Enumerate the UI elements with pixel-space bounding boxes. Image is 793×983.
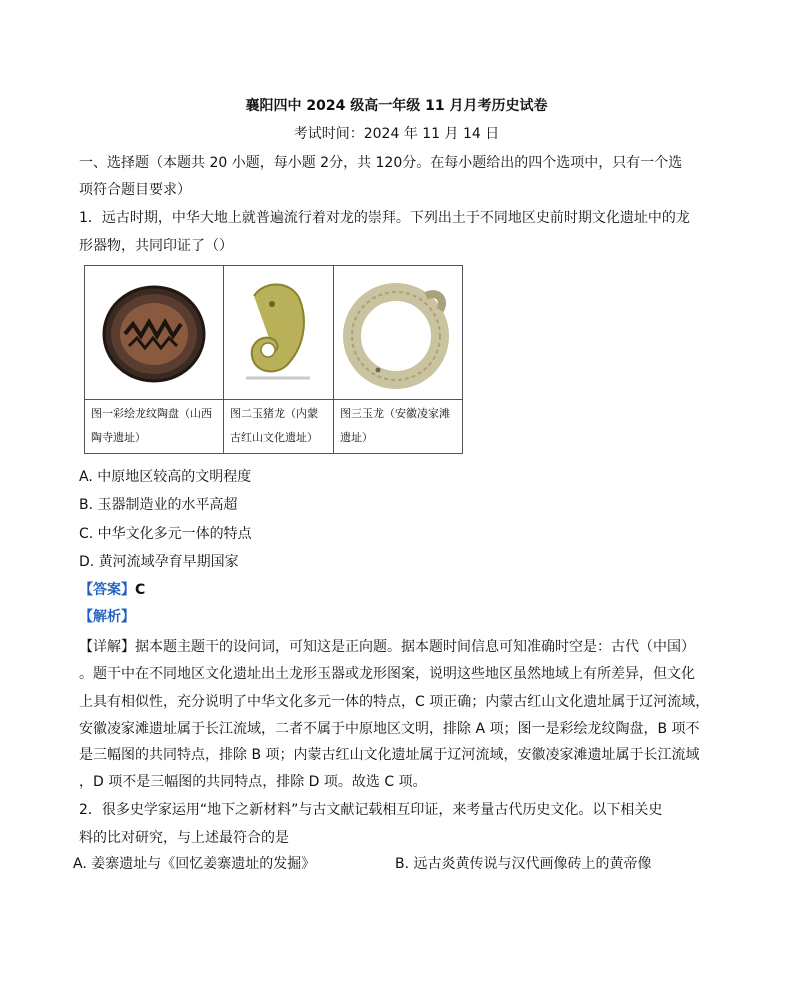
figure-1-image — [85, 266, 224, 400]
q2-option-a: A. 姜寨遗址与《回忆姜寨遗址的发掘》 — [73, 856, 316, 872]
jade-pig-dragon-image — [224, 266, 333, 399]
q1-stem-line1: 1．远古时期，中华大地上就普遍流行着对龙的崇拜。下列出土于不同地区史前时期文化遗址中的龙 — [79, 210, 690, 226]
figure-2-image — [224, 266, 334, 400]
q2-stem-line1: 2．很多史学家运用“地下之新材料”与古文献记载相互印证，来考量古代历史文化。以下相关史 — [79, 802, 663, 818]
q1-answer — [79, 580, 145, 600]
q2-stem-line2: 料的比对研究，与上述最符合的是 — [79, 830, 289, 846]
section-heading-line2: 项符合题目要求） — [79, 182, 191, 198]
q1-option-d: D. 黄河流域孕育早期国家 — [79, 554, 239, 570]
q1-detail-line3: 上具有相似性，充分说明了中华文化多元一体的特点，C 项正确；内蒙古红山文化遗址属于辽河流域， — [79, 694, 710, 710]
q1-detail-line2: 。题干中在不同地区文化遗址出土龙形玉器或龙形图案，说明这些地区虽然地域上有所差异，但文化 — [79, 666, 695, 682]
jade-dragon-image — [334, 266, 462, 399]
q1-option-a: A. 中原地区较高的文明程度 — [79, 469, 252, 485]
section-heading-line1: 一、选择题（本题共 20 小题，每小题 2分，共 120分。在每小题给出的四个选项中，只有一个选 — [79, 155, 683, 171]
figure-3-image — [334, 266, 463, 400]
q1-detail-line1: 【详解】据本题主题干的设问词，可知这是正向题。据本题时间信息可知准确时空是：古代（中国） — [79, 639, 695, 655]
q1-figure-table — [84, 265, 463, 454]
q1-analysis-label: 【解析】 — [79, 609, 135, 625]
q2-option-b: B. 远古炎黄传说与汉代画像砖上的黄帝像 — [395, 856, 652, 872]
q1-detail-line4: 安徽凌家滩遗址属于长江流域，二者不属于中原地区文明，排除 A 项；图一是彩绘龙纹陶盘，B 项不 — [79, 721, 700, 737]
answer-value: C — [135, 582, 146, 598]
answer-label: 【答案】 — [79, 582, 135, 598]
figure-1-caption: 图一彩绘龙纹陶盘（山西陶寺遗址） — [85, 400, 224, 454]
exam-time: 考试时间：2024 年 11 月 14 日 — [293, 126, 500, 142]
figure-3-caption: 图三玉龙（安徽凌家滩遗址） — [334, 400, 463, 454]
q1-option-b: B. 玉器制造业的水平高超 — [79, 497, 238, 513]
q1-stem-line2: 形器物，共同印证了（） — [79, 238, 233, 254]
q1-option-c: C. 中华文化多元一体的特点 — [79, 526, 252, 542]
figure-2-caption: 图二玉猪龙（内蒙古红山文化遗址） — [224, 400, 334, 454]
pottery-plate-image — [85, 266, 223, 399]
exam-title: 襄阳四中 2024 级高一年级 11 月月考历史试卷 — [245, 98, 548, 114]
q1-detail-line5: 是三幅图的共同特点，排除 B 项；内蒙古红山文化遗址属于辽河流域，安徽凌家滩遗址属于长江流域 — [79, 747, 700, 763]
q1-detail-line6: ，D 项不是三幅图的共同特点，排除 D 项。故选 C 项。 — [79, 774, 427, 790]
